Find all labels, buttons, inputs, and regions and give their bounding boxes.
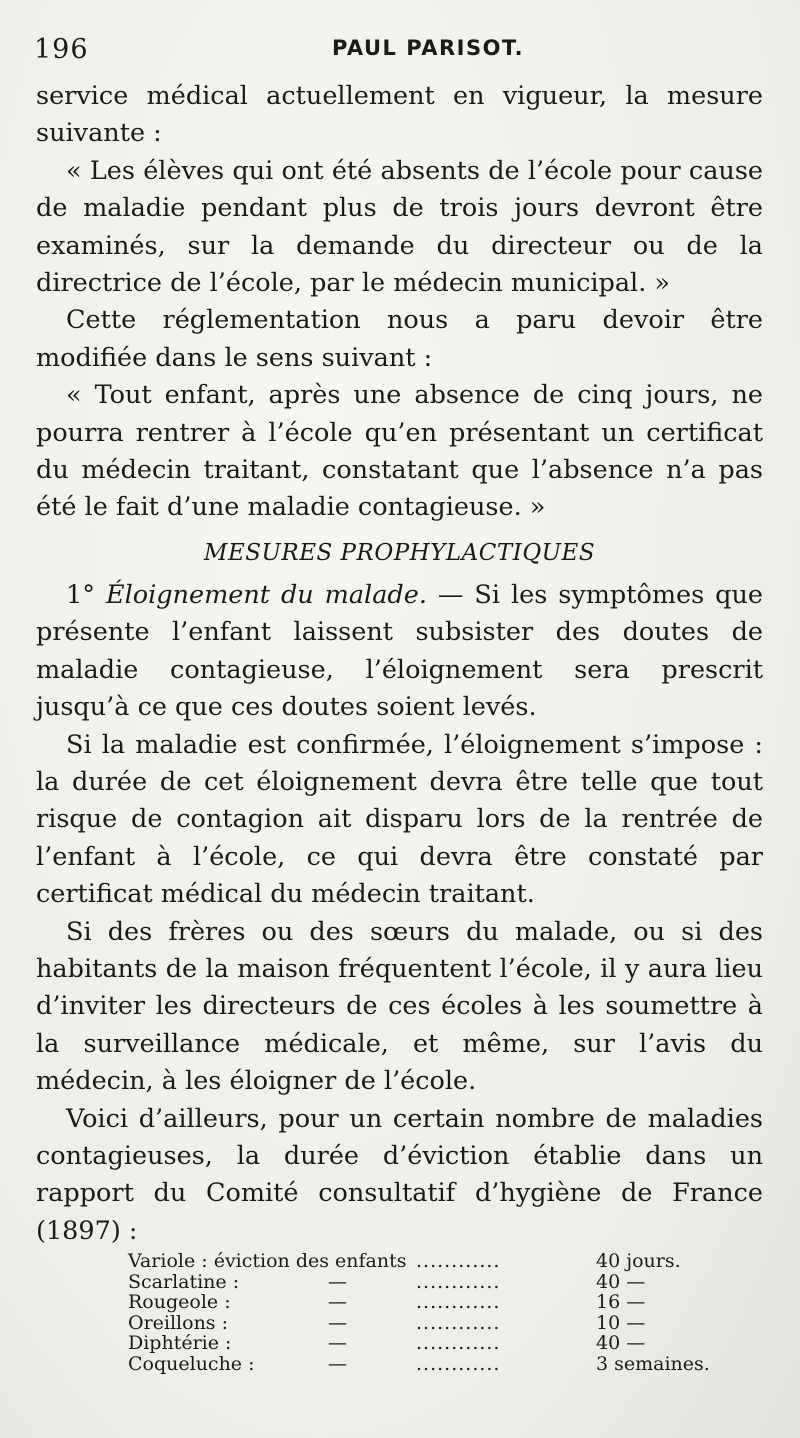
row-dash: — — [328, 1270, 347, 1293]
row-leader-dots: ............ — [416, 1352, 501, 1375]
row-leader-dots: ............ — [416, 1250, 501, 1272]
paragraph: Voici d’ailleurs, pour un certain nombre de maladies contagieuses, la durée d’éviction établie dans un rapport du Comité consultatif d’hygiène de France (1897) : — [36, 1103, 763, 1246]
item-heading: Éloignement du malade. — [105, 579, 427, 610]
row-leader-dots: ............ — [416, 1291, 501, 1313]
page-number: 196 — [34, 34, 89, 65]
row-value: 40 — — [596, 1332, 646, 1354]
paragraph: « Tout enfant, après une absence de cinq jours, ne pourra rentrer à l’école qu’en présentant un certificat du médecin traitant, constatant que l’absence n’a pas été le fait d’une maladie contagieuse. » — [36, 380, 763, 523]
row-value: 40 jours. — [596, 1250, 681, 1272]
row-value: 10 — — [596, 1311, 646, 1334]
row-leader-dots: ............ — [416, 1332, 501, 1354]
item-number: 1° — [66, 579, 95, 610]
row-dash: — — [328, 1352, 347, 1375]
row-label: Variole : éviction des enfants — [128, 1250, 407, 1272]
row-leader-dots: ............ — [416, 1311, 501, 1334]
row-label: Rougeole : — [128, 1291, 231, 1313]
row-dash: — — [328, 1311, 347, 1334]
row-label: Diphtérie : — [128, 1332, 232, 1354]
row-value: 40 — — [596, 1270, 646, 1293]
row-leader-dots: ............ — [416, 1270, 501, 1293]
running-head: PAUL PARISOT. — [331, 36, 525, 60]
table-row — [128, 1313, 708, 1334]
section-title: MESURES PROPHYLACTIQUES — [203, 539, 596, 566]
paragraph: Cette réglementation nous a paru devoir être modifiée dans le sens suivant : — [36, 305, 763, 373]
row-label: Coqueluche : — [128, 1352, 255, 1375]
row-label: Oreillons : — [128, 1311, 229, 1334]
item-text: — Si les symptômes que présente l’enfant laissent subsister des doutes de maladie contagieuse, l’éloignement sera prescrit jusqu’à ce que ces doutes soient levés. — [36, 579, 764, 723]
table-row — [128, 1292, 708, 1313]
row-value: 16 — — [596, 1291, 646, 1313]
paragraph: « Les élèves qui ont été absents de l’école pour cause de maladie pendant plus de trois jours devront être examinés, sur la demande du directeur ou de la directrice de l’école, par le médecin municipal. » — [36, 155, 763, 299]
page-header — [34, 32, 762, 72]
table-row — [128, 1333, 708, 1354]
body-text — [36, 78, 763, 1250]
paragraph: Si des frères ou des sœurs du malade, ou si des habitants de la maison fréquentent l’école, il y aura lieu d’inviter les directeurs de ces écoles à les soumettre à la surveillance médicale, et même, sur l’avis du médecin, à les éloigner de l’école. — [36, 916, 763, 1097]
paragraph-item-1 — [36, 577, 763, 727]
row-dash: — — [328, 1291, 347, 1313]
table-row — [128, 1251, 708, 1272]
row-label: Scarlatine : — [128, 1270, 240, 1293]
table-row — [128, 1354, 708, 1375]
row-value: 3 semaines. — [596, 1352, 710, 1375]
row-dash: — — [328, 1332, 347, 1354]
paragraph: Si la maladie est confirmée, l’éloignement s’impose : la durée de cet éloignement devra être telle que tout risque de contagion ait disparu lors de la rentrée de l’enfant à l’école, ce qui devra être constaté par certificat médical du médecin traitant. — [36, 729, 763, 910]
table-row — [128, 1272, 708, 1293]
eviction-table — [128, 1251, 708, 1374]
paragraph: service médical actuellement en vigueur, la mesure suivante : — [36, 81, 763, 149]
